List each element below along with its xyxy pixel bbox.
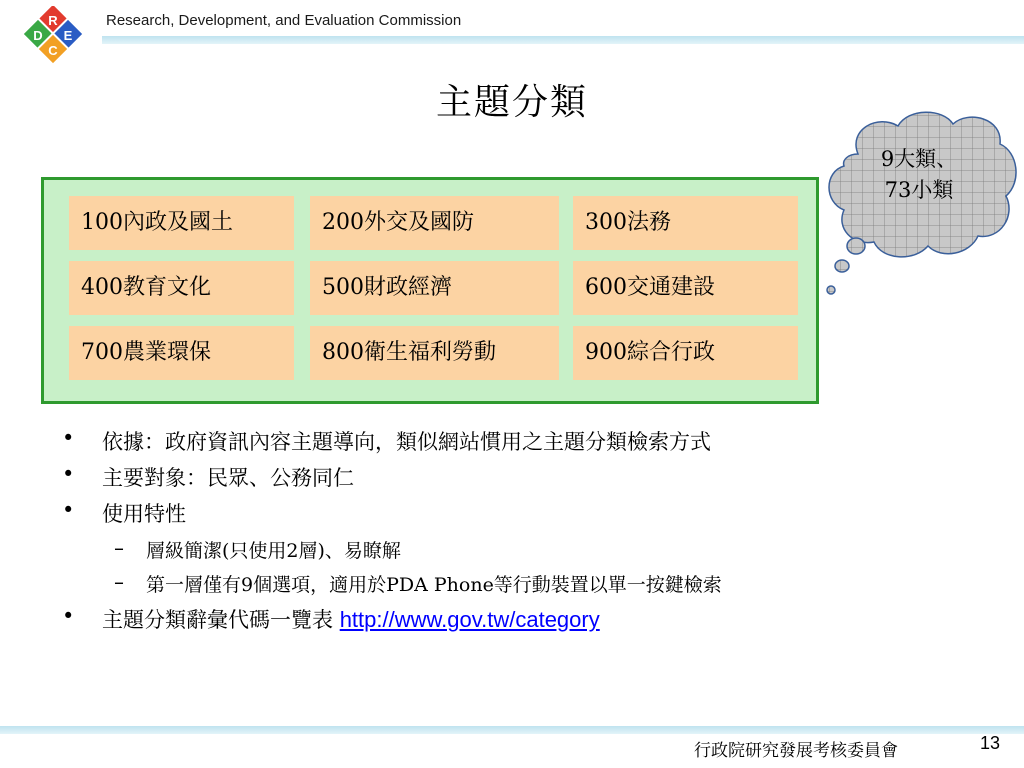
slide-title: 主題分類 — [435, 82, 588, 123]
category-link[interactable]: http://www.gov.tw/category — [339, 607, 600, 632]
svg-text:E: E — [63, 28, 73, 43]
bullet-marker: • — [62, 604, 75, 628]
bullet-marker: • — [62, 426, 75, 450]
category-cell: 400教育文化 — [69, 261, 294, 315]
rdec-logo — [18, 6, 92, 80]
cloud-line-1: 9大類、 — [880, 147, 958, 171]
category-cell: 100內政及國土 — [69, 196, 294, 250]
footer-org-name: 行政院研究發展考核委員會 — [694, 741, 898, 761]
header-divider — [102, 36, 1024, 44]
bullet-text-label: 主題分類辭彙代碼一覽表 — [102, 608, 333, 632]
category-cell: 800衛生福利勞動 — [310, 326, 559, 380]
category-cell: 900綜合行政 — [573, 326, 798, 380]
svg-text:D: D — [33, 28, 43, 43]
cloud-text — [854, 144, 984, 206]
svg-text:C: C — [48, 43, 58, 58]
bullet-marker: • — [62, 498, 75, 522]
cloud-line-2: 73小類 — [884, 178, 954, 202]
bullet-text — [102, 604, 600, 634]
bullet-text: 使用特性 — [102, 502, 186, 526]
sub-bullet-text: 層級簡潔(只使用2層)、易瞭解 — [146, 540, 401, 562]
category-cell: 600交通建設 — [573, 261, 798, 315]
category-cell: 300法務 — [573, 196, 798, 250]
footer-divider — [0, 726, 1024, 734]
sub-bullet-marker: – — [114, 536, 124, 560]
sub-bullet-marker: – — [114, 570, 124, 594]
page-number: 13 — [979, 733, 1000, 753]
bullet-marker: • — [62, 462, 75, 486]
category-cell: 200外交及國防 — [310, 196, 559, 250]
bullet-text: 主要對象：民眾、公務同仁 — [102, 466, 354, 490]
svg-text:R: R — [48, 13, 58, 28]
category-cell: 700農業環保 — [69, 326, 294, 380]
sub-bullet-text: 第一層僅有9個選項，適用於PDA Phone等行動裝置以單一按鍵檢索 — [146, 574, 722, 596]
org-name-header: Research, Development, and Evaluation Commission — [106, 12, 462, 29]
category-grid — [41, 177, 819, 404]
category-cell: 500財政經濟 — [310, 261, 559, 315]
bullet-text: 依據：政府資訊內容主題導向，類似網站慣用之主題分類檢索方式 — [102, 430, 711, 454]
